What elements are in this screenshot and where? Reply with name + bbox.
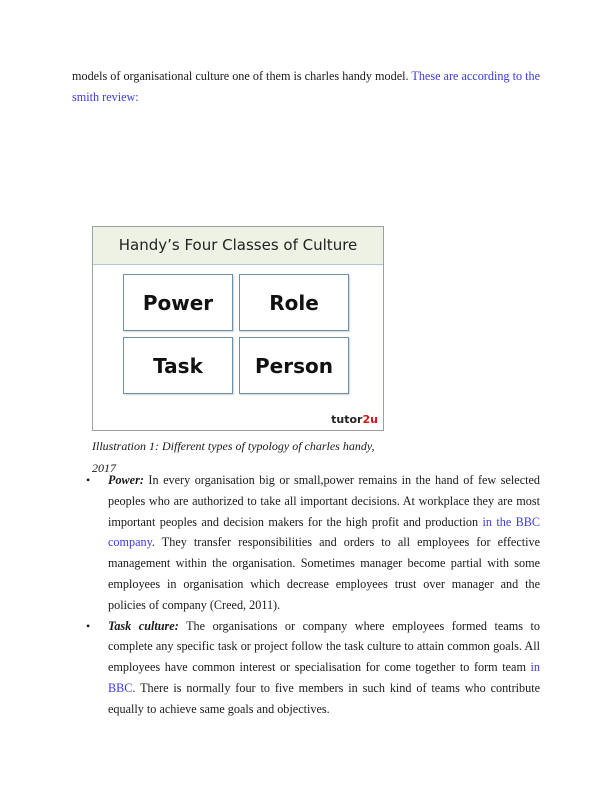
bullet-text-continued: . They transfer responsibilities and orders to all employees for effective management within the organisation. Sometimes manager become partial with some employees in organisation which decrease employees trust over manager and the policies of company (Creed, 2011).	[108, 535, 540, 612]
bullet-text: In every organisation big or small,power remains in the hand of few selected peoples who are authorized to take all important decisions. At workplace they are most important peoples and decision makers for the high profit and production	[108, 473, 540, 529]
bullet-text: The organisations or company where employees formed teams to complete any specific task or project follow the task culture to attain common goals. All employees have common interest or specialisation for come together to form team	[108, 618, 540, 675]
tutor2u-logo	[331, 413, 378, 426]
handy-culture-figure	[92, 226, 384, 431]
box-role: Role	[239, 274, 349, 331]
figure-caption: Illustration 1: Different types of typology of charles handy, 2017	[92, 439, 375, 475]
bullet-link-text: in BBC	[108, 660, 540, 695]
bullet-link-text: in the BBC company	[108, 514, 541, 550]
logo-accent-text: 2u	[362, 413, 378, 426]
box-task: Task	[123, 337, 233, 394]
bullet-term: Task culture:	[108, 618, 179, 633]
logo-main-text: tutor	[331, 413, 363, 426]
intro-text: models of organisational culture one of them is charles handy model.	[72, 69, 412, 83]
bullet-text-continued: . There is normally four to five members in such kind of teams who contribute equally to achieve same goals and objectives.	[108, 680, 540, 716]
culture-bullet-list	[72, 470, 540, 720]
box-power: Power	[123, 274, 233, 331]
intro-link-text: These are according to the smith review:	[72, 69, 540, 104]
figure-title: Handy’s Four Classes of Culture	[93, 227, 383, 265]
bullet-dot-icon: •	[86, 473, 91, 487]
intro-paragraph	[72, 66, 540, 107]
bullet-task-culture	[72, 616, 540, 720]
bullet-dot-icon: •	[86, 618, 91, 633]
box-person: Person	[239, 337, 349, 394]
bullet-term: Power:	[108, 473, 144, 487]
bullet-power	[72, 470, 540, 616]
